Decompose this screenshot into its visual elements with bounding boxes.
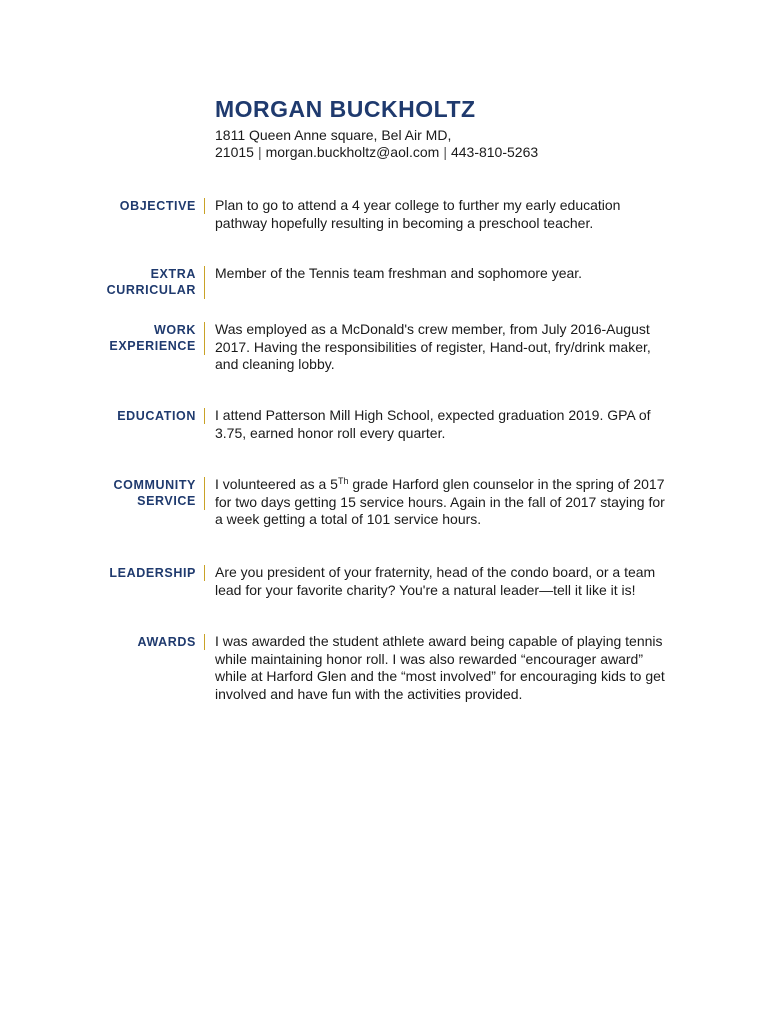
contact-line <box>215 144 538 161</box>
section-label-leadership: LEADERSHIP <box>109 566 196 580</box>
work-experience-text: Was employed as a McDonald's crew member, from July 2016-August 2017. Having the responsibilities of register, Hand-out, fry/drink maker, and cleaning lobby. <box>215 321 651 372</box>
education-text: I attend Patterson Mill High School, expected graduation 2019. GPA of 3.75, earned honor roll every quarter. <box>215 407 651 441</box>
community-text-start: I volunteered as a 5 <box>215 476 338 492</box>
section-divider <box>204 634 205 650</box>
section-label-community <box>86 477 196 509</box>
address-line: 1811 Queen Anne square, Bel Air MD, <box>215 127 452 143</box>
label-line: EXPERIENCE <box>109 339 196 353</box>
phone-number: 443-810-5263 <box>450 144 539 160</box>
section-divider <box>204 266 205 299</box>
section-divider <box>204 477 205 510</box>
community-service-text <box>215 476 665 529</box>
zip-code: 21015 <box>215 144 254 160</box>
contact-info <box>215 127 538 161</box>
label-line: COMMUNITY <box>113 478 196 492</box>
extracurricular-text: Member of the Tennis team freshman and sophomore year. <box>215 265 583 281</box>
section-divider <box>204 408 205 424</box>
leadership-text: Are you president of your fraternity, head of the condo board, or a team lead for your favorite charity? You're a natural leader—tell it like it is! <box>215 564 656 598</box>
section-label-objective: OBJECTIVE <box>119 199 196 213</box>
objective-text: Plan to go to attend a 4 year college to further my early education pathway hopefully resulting in becoming a preschool teacher. <box>215 197 621 231</box>
section-label-extracurricular <box>86 266 196 298</box>
section-divider <box>204 322 205 355</box>
separator: | <box>257 144 262 160</box>
separator: | <box>443 144 447 160</box>
email-address: morgan.buckholtz@aol.com <box>265 144 440 160</box>
section-divider <box>204 198 205 214</box>
label-line: SERVICE <box>137 494 196 508</box>
ordinal-suffix: Th <box>337 476 349 486</box>
section-label-work <box>86 322 196 354</box>
label-line: EXTRA <box>150 267 196 281</box>
section-label-awards: AWARDS <box>137 635 196 649</box>
label-line: WORK <box>154 323 196 337</box>
section-label-education: EDUCATION <box>117 409 196 423</box>
section-divider <box>204 565 205 581</box>
label-line: CURRICULAR <box>106 283 196 297</box>
community-text-end: grade Harford glen counselor in the spring of 2017 for two days getting 15 service hours. Again in the fall of 2017 staying for a week getting a total of 101 service hours. <box>215 476 665 527</box>
awards-text: I was awarded the student athlete award being capable of playing tennis while maintaining honor roll. I was also rewarded “encourager award” while at Harford Glen and the “most involved” for encouraging kids to get involved and have fun with the activities provided. <box>215 633 665 702</box>
applicant-name: MORGAN BUCKHOLTZ <box>215 96 476 122</box>
